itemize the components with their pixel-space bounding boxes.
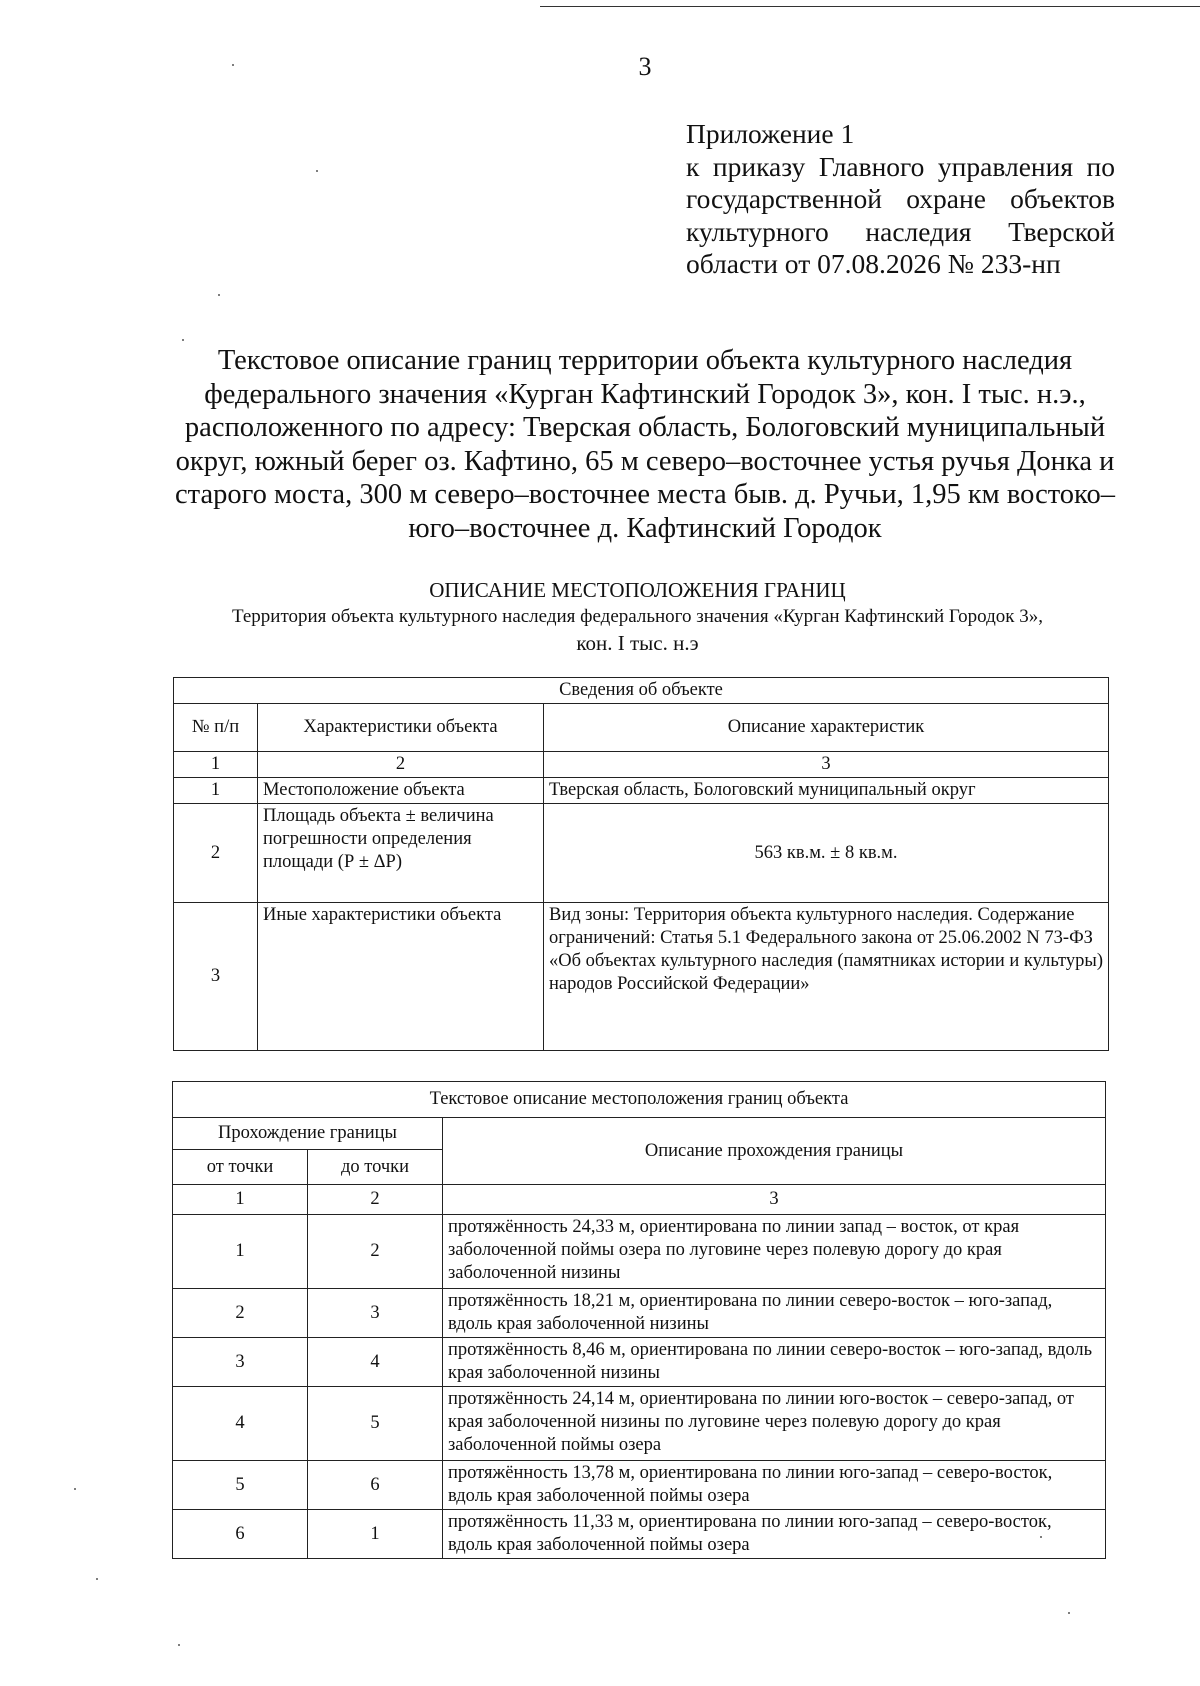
page-number: 3 — [638, 52, 652, 81]
boundary-description: протяжённость 11,33 м, ориентирована по линии юго-запад – северо-восток, вдоль края заболоченной поймы озера — [443, 1510, 1106, 1559]
boundary-description: протяжённость 13,78 м, ориентирована по линии юго-запад – северо-восток, вдоль края заболоченной поймы озера — [443, 1461, 1106, 1510]
to-point: 1 — [308, 1510, 443, 1559]
from-point: 1 — [173, 1215, 308, 1289]
row-characteristic: Местоположение объекта — [258, 778, 544, 804]
scan-speck — [218, 294, 220, 296]
column-number: 2 — [258, 752, 544, 778]
column-header-from: от точки — [173, 1150, 308, 1185]
row-description: Вид зоны: Территория объекта культурного наследия. Содержание ограничений: Статья 5.1 Федерального закона от 25.06.2002 N 73-ФЗ «Об объектах культурного наследия (памятниках истории и культуры) народов Российской Федерации» — [544, 903, 1109, 1051]
annex-line: культурного наследия Тверской — [686, 215, 1115, 247]
table-row — [174, 778, 1109, 804]
to-point: 2 — [308, 1215, 443, 1289]
subtitle-line: кон. I тыс. н.э — [576, 631, 699, 655]
table-row — [174, 804, 1109, 903]
column-header-to: до точки — [308, 1150, 443, 1185]
annex-line: Приложение 1 — [686, 118, 855, 149]
from-point: 6 — [173, 1510, 308, 1559]
scan-speck — [1040, 1536, 1042, 1538]
boundary-description: протяжённость 24,14 м, ориентирована по линии юго-восток – северо-запад, от края заболоченной низины по луговине через полевую дорогу до края заболоченной поймы озера — [443, 1387, 1106, 1461]
annex-line: области от 07.08.2026 № 233-нп — [686, 248, 1061, 279]
column-number: 3 — [544, 752, 1109, 778]
scan-speck — [178, 1644, 180, 1646]
column-header-description: Описание характеристик — [544, 704, 1109, 752]
scan-speck — [316, 170, 318, 172]
title-line: Текстовое описание границ территории объекта культурного наследия — [217, 345, 1073, 376]
subtitle-line: Территория объекта культурного наследия федерального значения «Курган Кафтинский Городок 3», — [231, 606, 1044, 627]
column-number: 1 — [173, 1185, 308, 1215]
table-caption: Сведения об объекте — [174, 678, 1109, 704]
row-number: 1 — [174, 778, 258, 804]
row-description: 563 кв.м. ± 8 кв.м. — [544, 804, 1109, 903]
row-characteristic: Иные характеристики объекта — [258, 903, 544, 1051]
boundary-description: протяжённость 8,46 м, ориентирована по линии северо-восток – юго-запад, вдоль края заболоченной низины — [443, 1338, 1106, 1387]
from-point: 3 — [173, 1338, 308, 1387]
scan-edge-line — [540, 6, 1200, 7]
boundary-description: протяжённость 18,21 м, ориентирована по линии северо-восток – юго-запад, вдоль края заболоченной низины — [443, 1289, 1106, 1338]
table-caption: Текстовое описание местоположения границ объекта — [173, 1082, 1106, 1118]
to-point: 5 — [308, 1387, 443, 1461]
table-row — [173, 1510, 1106, 1559]
scan-speck — [96, 1578, 98, 1580]
column-number: 2 — [308, 1185, 443, 1215]
object-info-table — [173, 677, 1109, 1051]
table-row — [174, 903, 1109, 1051]
row-number: 3 — [174, 903, 258, 1051]
to-point: 4 — [308, 1338, 443, 1387]
title-line: федерального значения «Курган Кафтинский Городок 3», кон. I тыс. н.э., — [204, 378, 1086, 410]
column-header-characteristic: Характеристики объекта — [258, 704, 544, 752]
row-number: 2 — [174, 804, 258, 903]
section-heading: ОПИСАНИЕ МЕСТОПОЛОЖЕНИЯ ГРАНИЦ — [429, 578, 846, 602]
section-subtitle — [0, 604, 1200, 656]
row-characteristic: Площадь объекта ± величина погрешности определения площади (Р ± ΔР) — [258, 804, 544, 903]
boundary-table — [172, 1081, 1106, 1559]
scan-speck — [1068, 1612, 1070, 1614]
column-number: 3 — [443, 1185, 1106, 1215]
row-description: Тверская область, Бологовский муниципальный округ — [544, 778, 1109, 804]
from-point: 4 — [173, 1387, 308, 1461]
title-line: юго–восточнее д. Кафтинский Городок — [408, 512, 882, 544]
table-row — [173, 1461, 1106, 1510]
title-line: старого моста, 300 м северо–восточнее места быв. д. Ручьи, 1,95 км востоко– — [175, 479, 1115, 510]
table-row — [173, 1387, 1106, 1461]
column-header-description: Описание прохождения границы — [443, 1118, 1106, 1185]
from-point: 2 — [173, 1289, 308, 1338]
boundary-description: протяжённость 24,33 м, ориентирована по линии запад – восток, от края заболоченной поймы озера по луговине через полевую дорогу до края заболоченной низины — [443, 1215, 1106, 1289]
from-point: 5 — [173, 1461, 308, 1510]
column-header-number: № п/п — [174, 704, 258, 752]
column-number: 1 — [174, 752, 258, 778]
annex-block — [686, 118, 1115, 281]
table-row — [173, 1289, 1106, 1338]
to-point: 3 — [308, 1289, 443, 1338]
title-line: округ, южный берег оз. Кафтино, 65 м северо–восточнее устья ручья Донка и — [175, 445, 1115, 477]
to-point: 6 — [308, 1461, 443, 1510]
table-row — [173, 1215, 1106, 1289]
scan-speck — [74, 1488, 76, 1490]
title-line: расположенного по адресу: Тверская область, Бологовский муниципальный — [184, 412, 1106, 443]
document-title — [170, 344, 1120, 545]
column-group-header: Прохождение границы — [173, 1118, 443, 1150]
table-row — [173, 1338, 1106, 1387]
annex-line: государственной охране объектов — [686, 183, 1115, 214]
annex-line: к приказу Главного управления по — [686, 150, 1115, 182]
scan-speck — [182, 339, 184, 341]
scan-speck — [232, 64, 234, 66]
